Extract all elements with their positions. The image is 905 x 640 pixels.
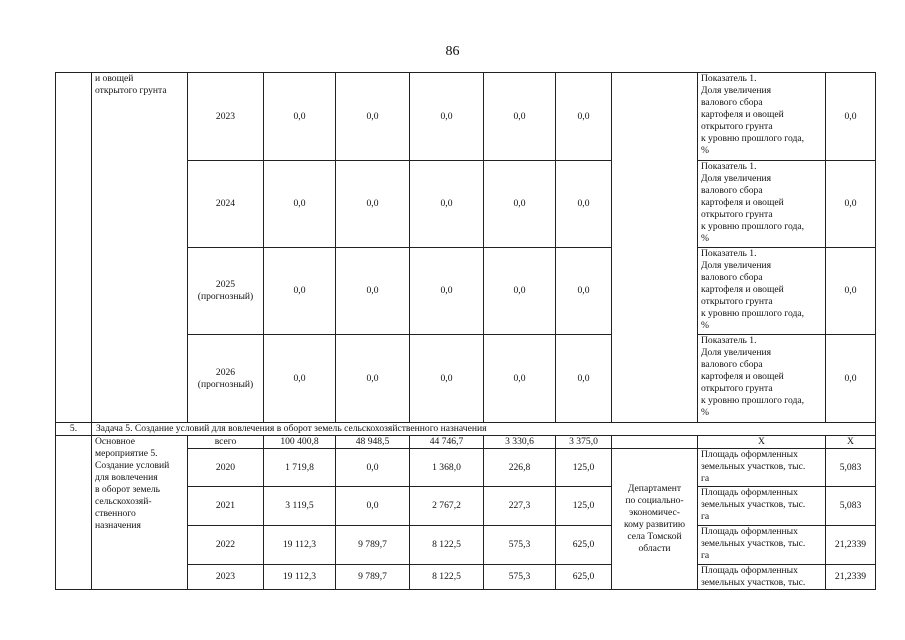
amount-cell: 575,3: [484, 526, 556, 565]
amount-cell: 0,0: [556, 335, 612, 423]
amount-cell: 625,0: [556, 526, 612, 565]
amount-cell: 0,0: [264, 335, 336, 423]
indicator-cell: Показатель 1. Доля увеличения валового сбора картофеля и овощей открытого грунта к уровню прошлого года, %: [698, 73, 826, 161]
amount-cell: 0,0: [336, 487, 410, 526]
amount-cell: 0,0: [264, 161, 336, 248]
amount-cell: 19 112,3: [264, 526, 336, 565]
event-name-cell: [92, 73, 188, 423]
amount-cell: 0,0: [484, 248, 556, 335]
table-row: [56, 436, 876, 449]
amount-cell: 0,0: [336, 161, 410, 248]
amount-cell: 0,0: [410, 73, 484, 161]
year-cell: 2021: [188, 487, 264, 526]
responsible-cell: Департамент по социально- экономичес- кому развитию села Томской области: [612, 449, 698, 590]
year-cell: всего: [188, 436, 264, 449]
indicator-cell: Площадь оформленных земельных участков, тыс. га: [698, 449, 826, 487]
indicator-value-cell: 5,083: [826, 449, 876, 487]
amount-cell: 0,0: [484, 335, 556, 423]
event-name-cell: [92, 436, 188, 590]
amount-cell: 0,0: [264, 248, 336, 335]
amount-cell: 0,0: [336, 335, 410, 423]
amount-cell: 0,0: [484, 161, 556, 248]
responsible-blank-cell: [612, 436, 698, 449]
indicator-value-cell: 0,0: [826, 73, 876, 161]
amount-cell: 0,0: [556, 73, 612, 161]
year-cell: 2026 (прогнозный): [188, 335, 264, 423]
amount-cell: 44 746,7: [410, 436, 484, 449]
year-cell: 2023: [188, 565, 264, 590]
row-number-cell: [56, 73, 92, 423]
responsible-cell: [612, 73, 698, 423]
amount-cell: 0,0: [410, 161, 484, 248]
indicator-cell: Площадь оформленных земельных участков, тыс. га: [698, 526, 826, 565]
indicator-cell: Площадь оформленных земельных участков, тыс. га: [698, 487, 826, 526]
amount-cell: 9 789,7: [336, 565, 410, 590]
year-cell: 2023: [188, 73, 264, 161]
indicator-value-cell: 0,0: [826, 161, 876, 248]
indicator-value-cell: 5,083: [826, 487, 876, 526]
amount-cell: 9 789,7: [336, 526, 410, 565]
indicator-cell: Показатель 1. Доля увеличения валового сбора картофеля и овощей открытого грунта к уровню прошлого года, %: [698, 161, 826, 248]
task-title: Задача 5. Создание условий для вовлечения в оборот земель сельскохозяйственного назначения: [92, 423, 876, 436]
indicator-cell: Показатель 1. Доля увеличения валового сбора картофеля и овощей открытого грунта к уровню прошлого года, %: [698, 248, 826, 335]
amount-cell: 125,0: [556, 487, 612, 526]
amount-cell: 0,0: [410, 248, 484, 335]
amount-cell: 226,8: [484, 449, 556, 487]
amount-cell: 3 330,6: [484, 436, 556, 449]
amount-cell: 8 122,5: [410, 565, 484, 590]
year-cell: 2025 (прогнозный): [188, 248, 264, 335]
indicator-value-cell: 0,0: [826, 248, 876, 335]
year-cell: 2020: [188, 449, 264, 487]
amount-cell: 1 368,0: [410, 449, 484, 487]
amount-cell: 575,3: [484, 565, 556, 590]
amount-cell: 48 948,5: [336, 436, 410, 449]
amount-cell: 227,3: [484, 487, 556, 526]
indicator-cell: X: [698, 436, 826, 449]
amount-cell: 0,0: [336, 449, 410, 487]
amount-cell: 0,0: [556, 161, 612, 248]
indicator-value-cell: 21,2339: [826, 526, 876, 565]
amount-cell: 0,0: [484, 73, 556, 161]
amount-cell: 19 112,3: [264, 565, 336, 590]
amount-cell: 3 375,0: [556, 436, 612, 449]
task-row: [56, 423, 876, 436]
amount-cell: 3 119,5: [264, 487, 336, 526]
row-number-cell: [56, 436, 92, 590]
indicator-value-cell: 21,2339: [826, 565, 876, 590]
amount-cell: 1 719,8: [264, 449, 336, 487]
amount-cell: 625,0: [556, 565, 612, 590]
event-name: Основное мероприятие 5. Создание условий для вовлечения в оборот земель сельскохозяй- ственного назначения: [95, 436, 170, 531]
indicator-cell: Показатель 1. Доля увеличения валового сбора картофеля и овощей открытого грунта к уровню прошлого года, %: [698, 335, 826, 423]
program-table: [55, 72, 876, 590]
amount-cell: 100 400,8: [264, 436, 336, 449]
amount-cell: 0,0: [556, 248, 612, 335]
task-number: 5.: [56, 423, 92, 436]
year-cell: 2022: [188, 526, 264, 565]
amount-cell: 0,0: [336, 248, 410, 335]
indicator-value-cell: X: [826, 436, 876, 449]
page-number: 86: [445, 44, 460, 59]
year-cell: 2024: [188, 161, 264, 248]
amount-cell: 8 122,5: [410, 526, 484, 565]
amount-cell: 0,0: [336, 73, 410, 161]
table-row: [56, 73, 876, 161]
indicator-value-cell: 0,0: [826, 335, 876, 423]
amount-cell: 2 767,2: [410, 487, 484, 526]
indicator-cell: Площадь оформленных земельных участков, тыс.: [698, 565, 826, 590]
amount-cell: 0,0: [410, 335, 484, 423]
amount-cell: 0,0: [264, 73, 336, 161]
event-name: и овощей открытого грунта: [95, 73, 167, 96]
amount-cell: 125,0: [556, 449, 612, 487]
